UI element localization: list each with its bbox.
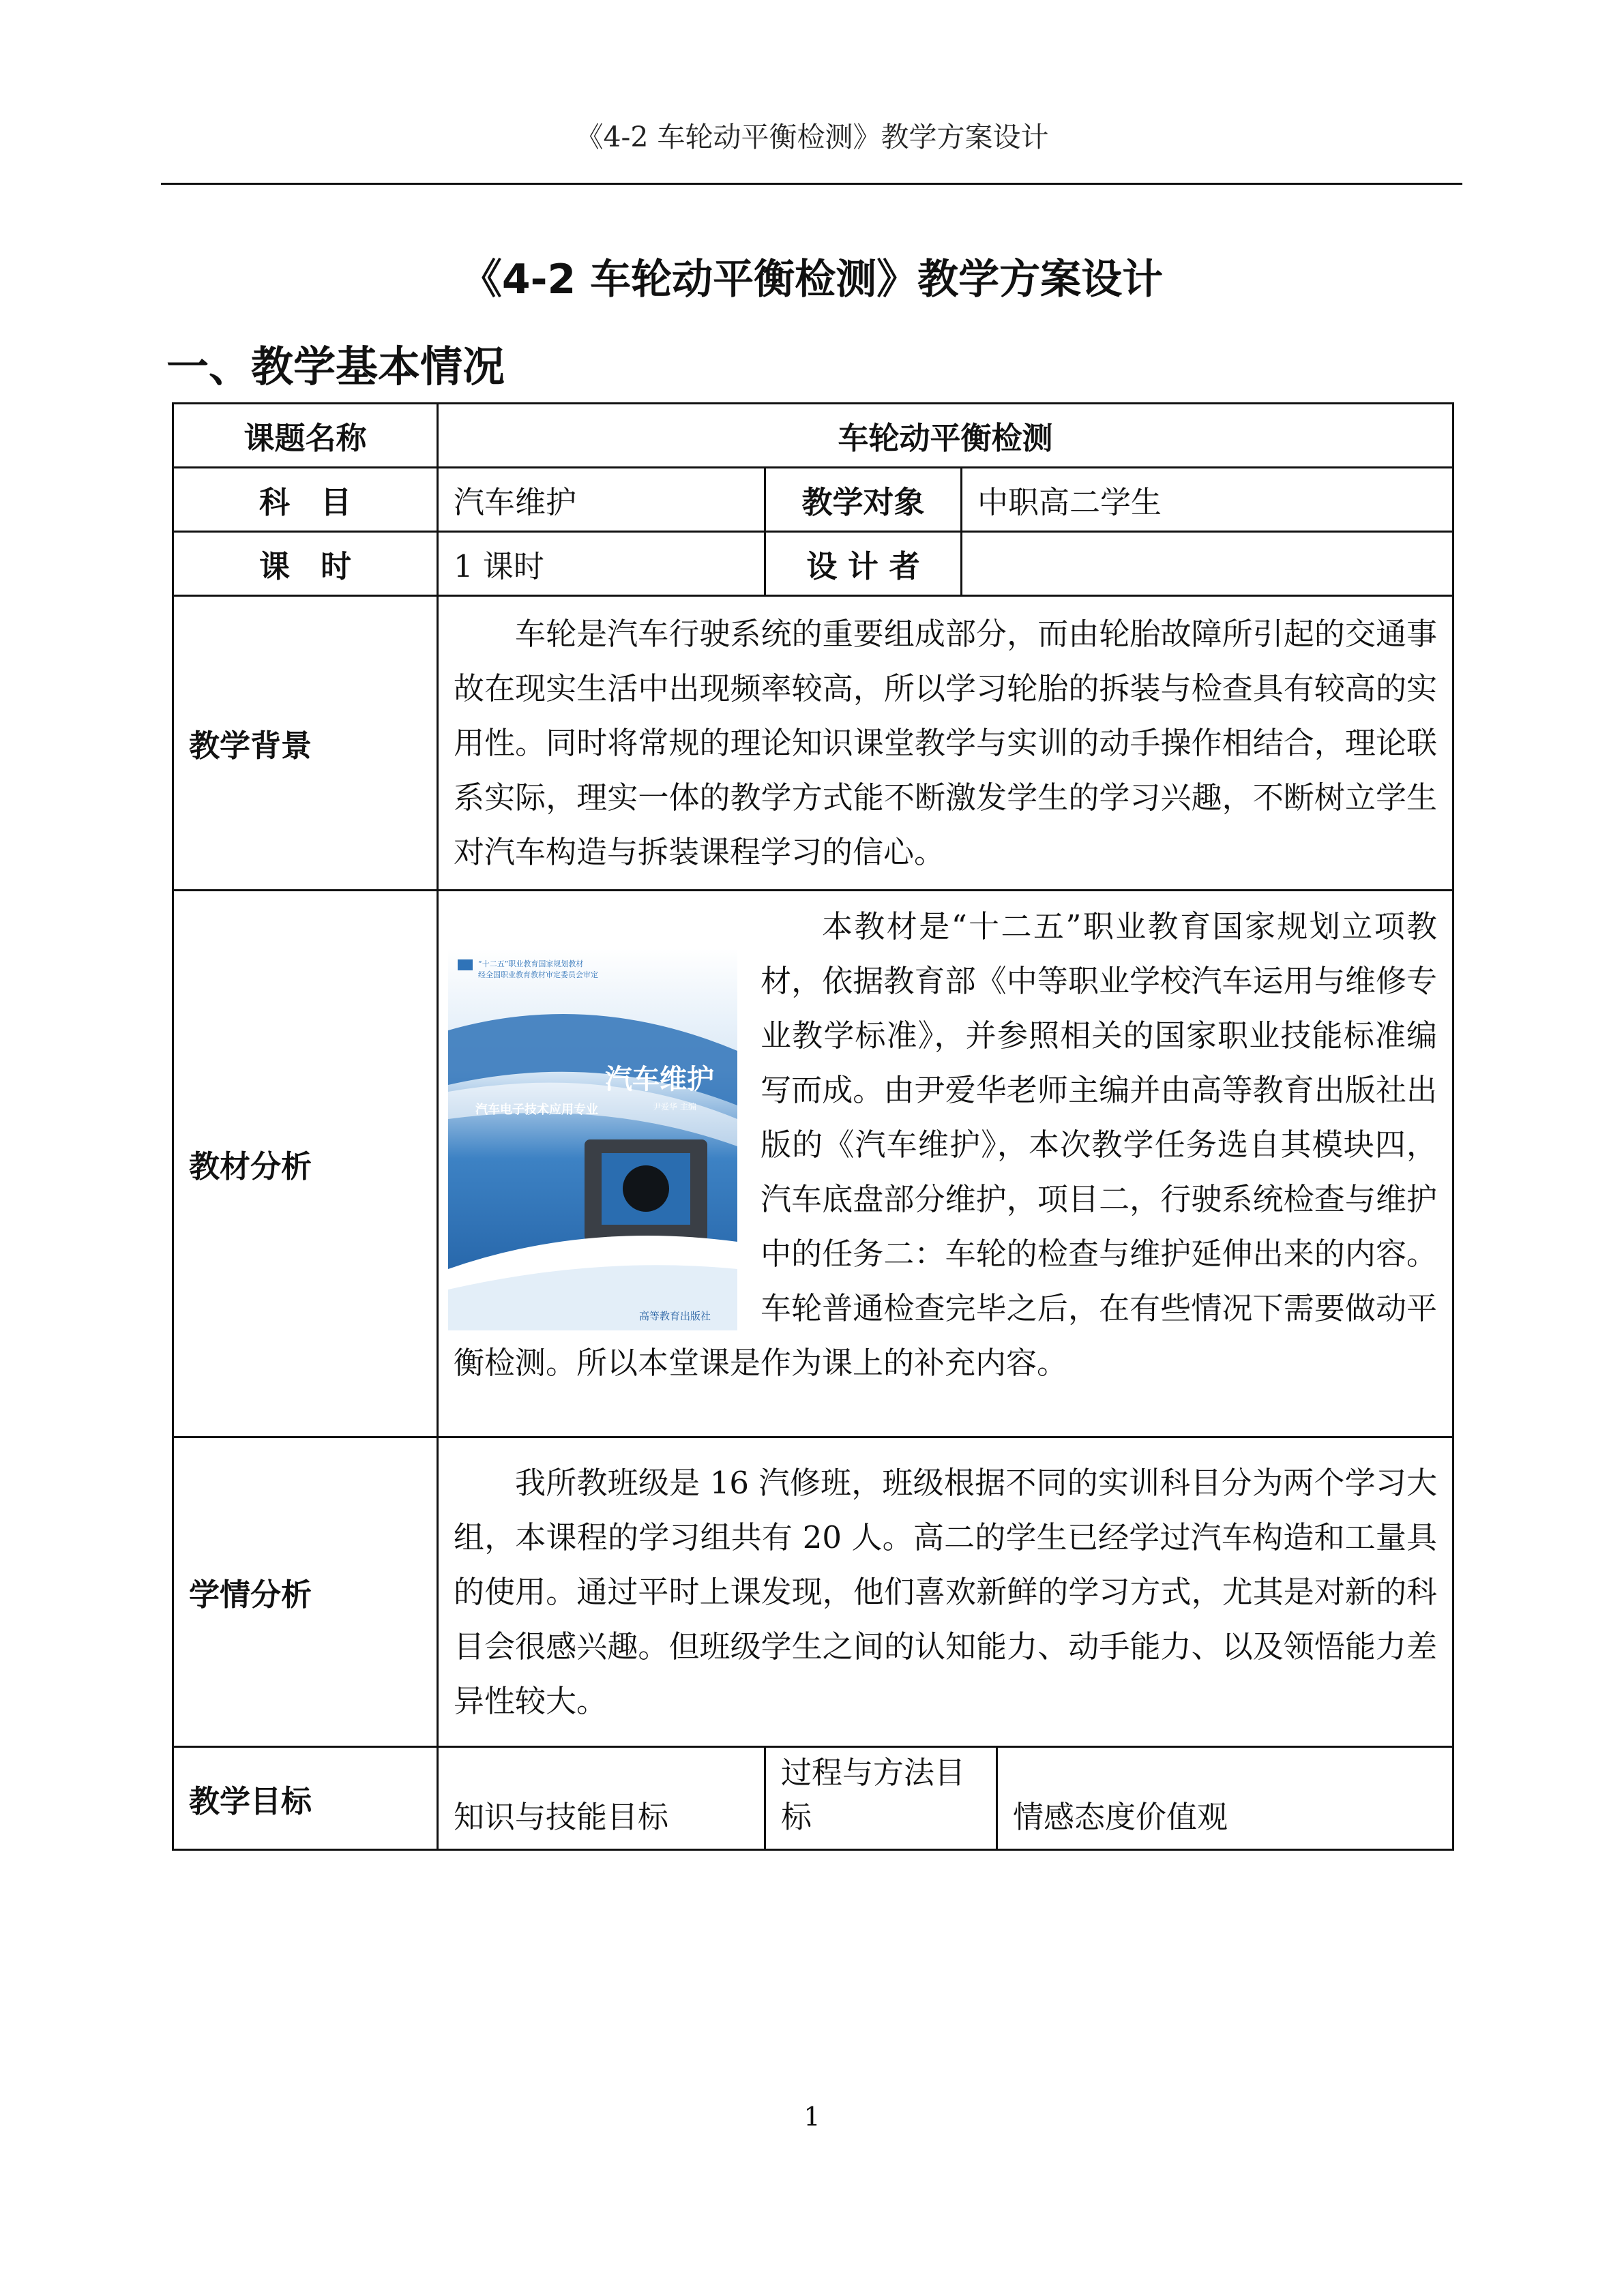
objective-knowledge: 知识与技能目标 [438,1747,765,1850]
running-header: 《4-2 车轮动平衡检测》教学方案设计 [575,121,1049,153]
page-number: 1 [803,2102,821,2132]
course-name-value: 车轮动平衡检测 [438,404,1453,468]
book-cover-publisher: 高等教育出版社 [639,1310,711,1322]
designer-label: 设 计 者 [765,532,962,596]
objective-attitude: 情感态度价值观 [997,1747,1453,1850]
audience-value: 中职高二学生 [962,468,1453,532]
students-text: 我所教班级是 16 汽修班，班级根据不同的实训科目分为两个学习大组，本课程的学习组共有 20 人。高二的学生已经学过汽车构造和工量具的使用。通过平时上课发现，他们喜欢新鲜的学习方式，尤其是对新的科目会很感兴趣。但班级学生之间的认知能力、动手能力、以及领悟能力差异性较大。 [438,1437,1453,1747]
hours-label: 课 时 [173,532,438,596]
table-row [173,532,1453,596]
basic-info-table [172,402,1454,1851]
book-cover-image [448,949,737,1330]
subject-value: 汽车维护 [438,468,765,532]
objective-process: 过程与方法目标 [765,1747,997,1850]
students-label: 学情分析 [173,1437,438,1747]
table-row [173,1437,1453,1747]
background-label: 教学背景 [173,596,438,891]
book-cover-title: 汽车维护 [605,1063,714,1095]
table-row [173,596,1453,891]
book-series-line2: 经全国职业教育教材审定委员会审定 [478,970,598,979]
table-row [173,404,1453,468]
document-title: 《4-2 车轮动平衡检测》教学方案设计 [460,256,1164,303]
book-series-line1: “十二五”职业教育国家规划教材 [478,959,584,968]
table-row [173,891,1453,1437]
material-label: 教材分析 [173,891,438,1437]
header-rule [161,183,1462,185]
material-cell [438,891,1453,1437]
background-text: 车轮是汽车行驶系统的重要组成部分，而由轮胎故障所引起的交通事故在现实生活中出现频率较高，所以学习轮胎的拆装与检查具有较高的实用性。同时将常规的理论知识课堂教学与实训的动手操作相结合，理论联系实际，理实一体的教学方式能不断激发学生的学习兴趣，不断树立学生对汽车构造与拆装课程学习的信心。 [438,596,1453,891]
section-heading: 一、教学基本情况 [166,342,505,391]
book-cover-editor: 尹爱华 主编 [653,1102,696,1112]
book-cover-graphic [448,949,737,1330]
book-cover-major: 汽车电子技术应用专业 [475,1103,598,1117]
objectives-label: 教学目标 [173,1747,438,1850]
table-row [173,1747,1453,1850]
course-name-label: 课题名称 [173,404,438,468]
hours-value: 1 课时 [438,532,765,596]
subject-label: 科 目 [173,468,438,532]
table-row [173,468,1453,532]
designer-value [962,532,1453,596]
audience-label: 教学对象 [765,468,962,532]
material-text: 本教材是“十二五”职业教育国家规划立项教材，依据教育部《中等职业学校汽车运用与维修专业教学标准》，并参照相关的国家职业技能标准编写而成。由尹爱华老师主编并由高等教育出版社出版的《汽车维护》，本次教学任务选自其模块四，汽车底盘部分维护，项目二，行驶系统检查与维护中的任务二：车轮的检查与维护延伸出来的内容。车轮普通检查完毕之后，在有些情况下需要做动平衡检测。所以本堂课是作为课上的补充内容。 [454,908,1438,1381]
